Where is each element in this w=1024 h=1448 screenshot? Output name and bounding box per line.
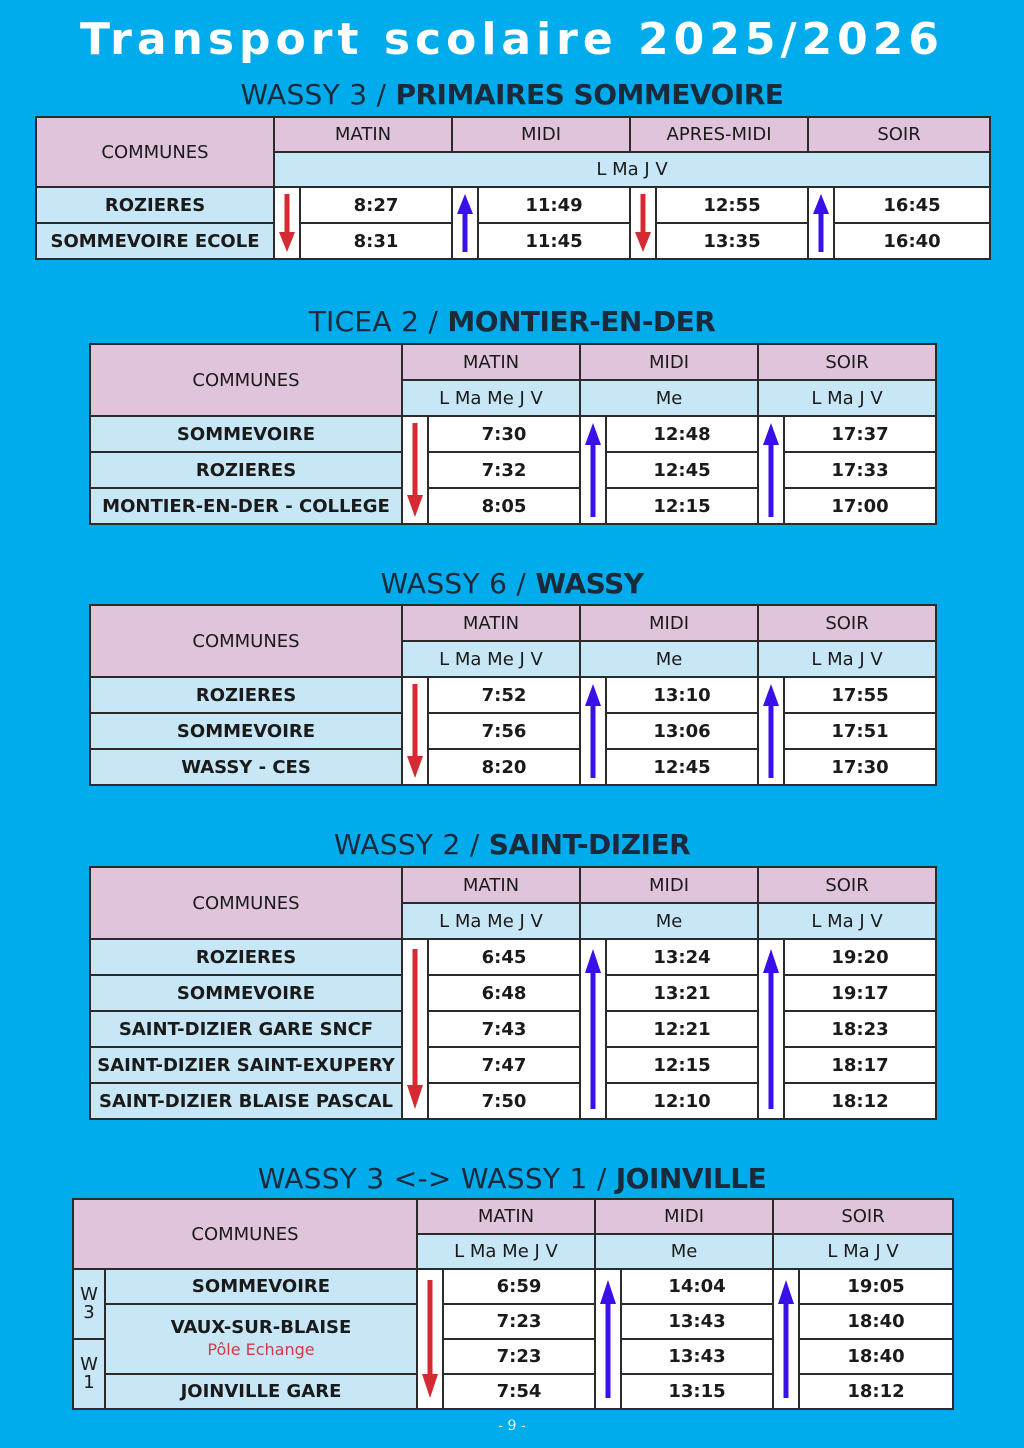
time-cell: 7:47 — [428, 1047, 580, 1083]
up-arrow-icon — [758, 939, 784, 1119]
time-cell: 6:59 — [443, 1269, 595, 1304]
period-header-soir: SOIR — [758, 867, 936, 903]
page-title: Transport scolaire 2025/2026 — [79, 14, 945, 65]
period-header-soir: SOIR — [773, 1199, 953, 1234]
down-arrow-icon — [417, 1269, 443, 1409]
line-code-letter: W — [80, 1284, 98, 1305]
communes-header: COMMUNES — [73, 1199, 417, 1269]
time-cell: 12:45 — [606, 452, 758, 488]
time-cell: 7:32 — [428, 452, 580, 488]
time-cell: 8:05 — [428, 488, 580, 524]
up-arrow-icon — [808, 187, 834, 259]
days-header-matin: L Ma Me J V — [402, 380, 580, 416]
commune-name: SOMMEVOIRE — [90, 713, 402, 749]
days-header-soir: L Ma J V — [758, 903, 936, 939]
time-cell: 19:17 — [784, 975, 936, 1011]
table-row — [73, 1269, 953, 1304]
up-arrow-icon — [773, 1269, 799, 1409]
table-row — [36, 223, 990, 259]
time-cell: 7:30 — [428, 416, 580, 452]
section-title-prefix: WASSY 2 / — [333, 828, 489, 861]
time-cell: 18:17 — [784, 1047, 936, 1083]
time-cell: 17:55 — [784, 677, 936, 713]
communes-header: COMMUNES — [36, 117, 274, 187]
time-cell: 8:20 — [428, 749, 580, 785]
communes-header: COMMUNES — [90, 605, 402, 677]
time-cell: 8:31 — [300, 223, 452, 259]
time-cell: 7:56 — [428, 713, 580, 749]
time-cell: 19:20 — [784, 939, 936, 975]
table-row — [36, 187, 990, 223]
time-cell: 13:43 — [621, 1304, 773, 1339]
time-cell: 16:45 — [834, 187, 990, 223]
period-header-soir: SOIR — [808, 117, 990, 152]
table-row — [90, 1011, 936, 1047]
time-cell: 17:37 — [784, 416, 936, 452]
time-cell: 16:40 — [834, 223, 990, 259]
days-header-midi: Me — [595, 1234, 773, 1269]
period-header-matin: MATIN — [417, 1199, 595, 1234]
section-title-main: MONTIER-EN-DER — [447, 305, 716, 338]
line-code-w3 — [73, 1269, 105, 1339]
section-title-prefix: WASSY 6 / — [380, 567, 536, 600]
commune-name: ROZIERES — [90, 939, 402, 975]
days-header-midi: Me — [580, 903, 758, 939]
period-header-apres-midi: APRES-MIDI — [630, 117, 808, 152]
time-cell: 7:50 — [428, 1083, 580, 1119]
section-title-wassy3-wassy1-joinville — [0, 1162, 1024, 1195]
page-number: - 9 - — [498, 1418, 526, 1434]
time-cell: 6:48 — [428, 975, 580, 1011]
communes-header: COMMUNES — [90, 867, 402, 939]
timetable-wassy6-wassy — [89, 604, 937, 786]
line-code-number: 3 — [83, 1302, 95, 1323]
days-header-midi: Me — [580, 380, 758, 416]
up-arrow-icon — [580, 939, 606, 1119]
time-cell: 12:10 — [606, 1083, 758, 1119]
commune-name: WASSY - CES — [90, 749, 402, 785]
up-arrow-icon — [595, 1269, 621, 1409]
days-header-soir: L Ma J V — [758, 641, 936, 677]
commune-name: SOMMEVOIRE — [90, 416, 402, 452]
period-header-matin: MATIN — [402, 867, 580, 903]
time-cell: 7:23 — [443, 1304, 595, 1339]
days-header-matin: L Ma Me J V — [402, 641, 580, 677]
time-cell: 8:27 — [300, 187, 452, 223]
time-cell: 12:55 — [656, 187, 808, 223]
time-cell: 12:15 — [606, 488, 758, 524]
down-arrow-icon — [402, 416, 428, 524]
period-header-midi: MIDI — [595, 1199, 773, 1234]
time-cell: 13:35 — [656, 223, 808, 259]
table-row — [90, 939, 936, 975]
down-arrow-icon — [402, 939, 428, 1119]
pole-echange-note: Pôle Echange — [207, 1340, 315, 1359]
down-arrow-icon — [630, 187, 656, 259]
line-code-w1 — [73, 1339, 105, 1409]
section-title-main: JOINVILLE — [615, 1162, 767, 1195]
time-cell: 12:15 — [606, 1047, 758, 1083]
period-header-soir: SOIR — [758, 605, 936, 641]
commune-name: SOMMEVOIRE — [105, 1269, 417, 1304]
time-cell: 18:12 — [784, 1083, 936, 1119]
table-row — [73, 1374, 953, 1409]
line-code-number: 1 — [83, 1372, 95, 1393]
table-row — [90, 1047, 936, 1083]
table-row — [90, 416, 936, 452]
commune-name: SAINT-DIZIER BLAISE PASCAL — [90, 1083, 402, 1119]
commune-name-vaux-sur-blaise — [105, 1304, 417, 1374]
commune-name: SOMMEVOIRE ECOLE — [36, 223, 274, 259]
period-header-midi: MIDI — [580, 344, 758, 380]
period-header-matin: MATIN — [402, 344, 580, 380]
time-cell: 18:40 — [799, 1304, 953, 1339]
time-cell: 13:21 — [606, 975, 758, 1011]
up-arrow-icon — [758, 677, 784, 785]
time-cell: 11:49 — [478, 187, 630, 223]
line-code-letter: W — [80, 1354, 98, 1375]
section-title-prefix: WASSY 3 / — [240, 78, 396, 111]
period-header-midi: MIDI — [580, 605, 758, 641]
time-cell: 7:43 — [428, 1011, 580, 1047]
days-header-matin: L Ma Me J V — [402, 903, 580, 939]
time-cell: 19:05 — [799, 1269, 953, 1304]
timetable-ticea2-montier — [89, 343, 937, 525]
time-cell: 6:45 — [428, 939, 580, 975]
period-header-soir: SOIR — [758, 344, 936, 380]
days-header-matin: L Ma Me J V — [417, 1234, 595, 1269]
section-title-wassy6-wassy — [0, 567, 1024, 600]
commune-name: SAINT-DIZIER GARE SNCF — [90, 1011, 402, 1047]
table-row — [90, 975, 936, 1011]
period-header-midi: MIDI — [452, 117, 630, 152]
commune-name: SOMMEVOIRE — [90, 975, 402, 1011]
time-cell: 13:15 — [621, 1374, 773, 1409]
commune-name: ROZIERES — [36, 187, 274, 223]
days-header-midi: Me — [580, 641, 758, 677]
up-arrow-icon — [452, 187, 478, 259]
time-cell: 17:51 — [784, 713, 936, 749]
section-title-prefix: TICEA 2 / — [308, 305, 448, 338]
section-title-wassy2-saint-dizier — [0, 828, 1024, 861]
up-arrow-icon — [580, 416, 606, 524]
time-cell: 17:00 — [784, 488, 936, 524]
commune-name: MONTIER-EN-DER - COLLEGE — [90, 488, 402, 524]
time-cell: 11:45 — [478, 223, 630, 259]
period-header-matin: MATIN — [274, 117, 452, 152]
time-cell: 7:54 — [443, 1374, 595, 1409]
table-row — [73, 1304, 953, 1339]
time-cell: 7:23 — [443, 1339, 595, 1374]
time-cell: 12:21 — [606, 1011, 758, 1047]
time-cell: 18:12 — [799, 1374, 953, 1409]
table-row — [90, 452, 936, 488]
time-cell: 13:43 — [621, 1339, 773, 1374]
down-arrow-icon — [402, 677, 428, 785]
time-cell: 13:10 — [606, 677, 758, 713]
section-title-ticea2-montier — [0, 305, 1024, 338]
commune-name: SAINT-DIZIER SAINT-EXUPERY — [90, 1047, 402, 1083]
days-header-soir: L Ma J V — [758, 380, 936, 416]
time-cell: 18:23 — [784, 1011, 936, 1047]
commune-name: VAUX-SUR-BLAISE — [170, 1317, 352, 1338]
section-title-main: PRIMAIRES SOMMEVOIRE — [395, 78, 784, 111]
days-header: L Ma J V — [274, 152, 990, 187]
time-cell: 17:30 — [784, 749, 936, 785]
table-row — [90, 1083, 936, 1119]
section-title-prefix: WASSY 3 <-> WASSY 1 / — [257, 1162, 616, 1195]
section-title-main: SAINT-DIZIER — [488, 828, 691, 861]
time-cell: 12:45 — [606, 749, 758, 785]
period-header-matin: MATIN — [402, 605, 580, 641]
section-title-wassy3-primaires — [0, 78, 1024, 111]
time-cell: 13:06 — [606, 713, 758, 749]
time-cell: 14:04 — [621, 1269, 773, 1304]
timetable-wassy2-saint-dizier — [89, 866, 937, 1120]
table-row — [90, 488, 936, 524]
timetable-wassy3-primaires — [35, 116, 991, 260]
up-arrow-icon — [758, 416, 784, 524]
days-header-soir: L Ma J V — [773, 1234, 953, 1269]
time-cell: 18:40 — [799, 1339, 953, 1374]
time-cell: 13:24 — [606, 939, 758, 975]
communes-header: COMMUNES — [90, 344, 402, 416]
table-row — [90, 677, 936, 713]
table-row — [90, 749, 936, 785]
time-cell: 17:33 — [784, 452, 936, 488]
commune-name: ROZIERES — [90, 452, 402, 488]
time-cell: 7:52 — [428, 677, 580, 713]
table-row — [90, 713, 936, 749]
commune-name: ROZIERES — [90, 677, 402, 713]
down-arrow-icon — [274, 187, 300, 259]
timetable-wassy3-wassy1-joinville — [72, 1198, 954, 1410]
section-title-main: WASSY — [535, 567, 644, 600]
period-header-midi: MIDI — [580, 867, 758, 903]
up-arrow-icon — [580, 677, 606, 785]
commune-name: JOINVILLE GARE — [105, 1374, 417, 1409]
time-cell: 12:48 — [606, 416, 758, 452]
